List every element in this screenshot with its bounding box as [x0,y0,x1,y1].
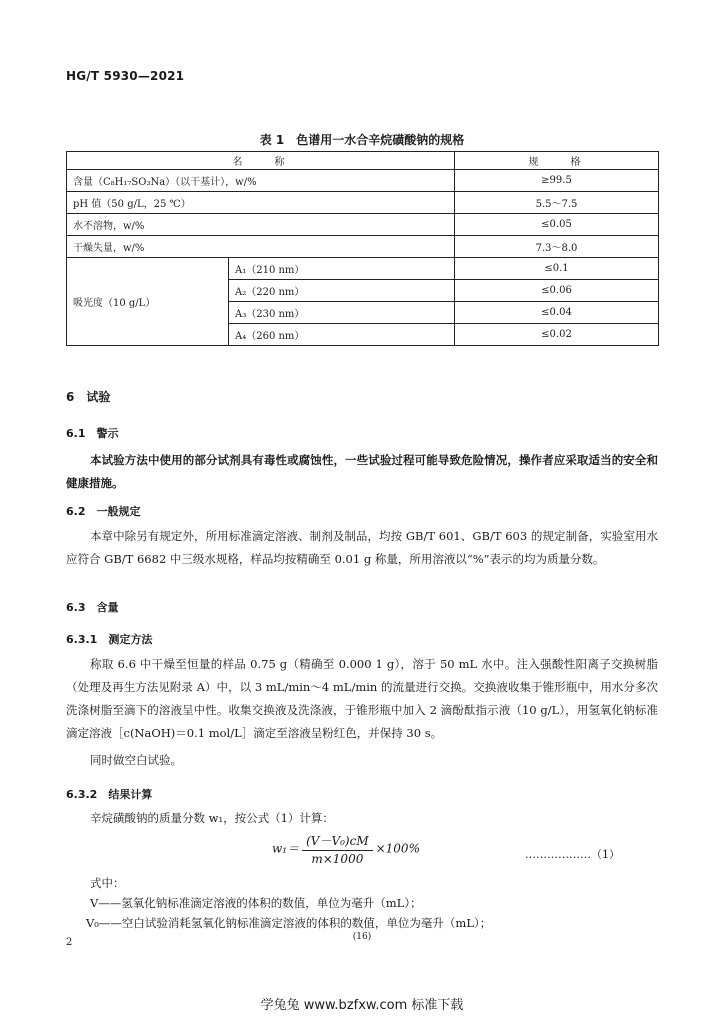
table-row [67,214,659,236]
section-6-3-heading: 6.3 含量 [66,601,119,614]
absorbance-spec: ≤0.1 [455,258,659,280]
formula-1 [272,832,420,866]
row-spec: 5.5～7.5 [455,192,659,214]
method-text: 称取 6.6 中干燥至恒量的样品 0.75 g（精确至 0.000 1 g），溶于 50 mL 水中。注入强酸性阳离子交换树脂（处理及再生方法见附录 A）中，以 3 mL/min～4 mL/min 的流量进行交换。交换液收集于锥形瓶中，用水分多次洗涤树脂至滴下的溶液呈中性。收集交换液及洗涤液，于锥形瓶中加入 2 滴酚酞指示液（10 g/L），用氢氧化钠标准滴定溶液［c(NaOH)＝0.1 mol/L］滴定至溶液呈粉红色，并保持 30 s。 [66,657,658,740]
table-title: 表 1 色谱用一水合辛烷磺酸钠的规格 [259,133,465,147]
row-name: 干燥失量，w/% [67,236,455,258]
absorbance-label: 吸光度（10 g/L） [67,258,229,346]
row-spec: ≤0.05 [455,214,659,236]
page-number: 2 [66,937,73,948]
site-footer: 学兔兔 www.bzfxw.com 标准下载 [260,998,464,1013]
absorbance-wavelength: A₄（260 nm） [229,324,455,346]
warning-text: 本试验方法中使用的部分试剂具有毒性或腐蚀性，一些试验过程可能导致危险情况，操作者应采取适当的安全和健康措施。 [66,453,658,490]
section-6-1-heading: 6.1 警示 [66,427,119,440]
column-header-spec: 规 格 [455,152,659,170]
absorbance-spec: ≤0.02 [455,324,659,346]
absorbance-wavelength: A₁（210 nm） [229,258,455,280]
absorbance-spec: ≤0.04 [455,302,659,324]
absorbance-wavelength: A₂（220 nm） [229,280,455,302]
formula-numerator: (V－V₀)cM [302,832,373,851]
standard-code: HG/T 5930—2021 [66,69,185,83]
spec-table [66,151,659,346]
row-name: 含量（C₈H₁₇SO₃Na）（以干基计），w/% [67,170,455,192]
table-row [67,192,659,214]
table-row [67,258,659,280]
table-row [67,236,659,258]
variable-v0: V₀——空白试验消耗氢氧化钠标准滴定溶液的体积的数值，单位为毫升（mL）； [86,916,492,930]
formula-lhs: w₁＝ [272,841,300,856]
variable-v: V——氢氧化钠标准滴定溶液的体积的数值，单位为毫升（mL）； [90,896,422,910]
row-spec: ≥99.5 [455,170,659,192]
section-6-3-2-heading: 6.3.2 结果计算 [66,788,153,801]
calculation-intro: 辛烷磺酸钠的质量分数 w₁，按公式（1）计算： [90,811,334,825]
section-6-3-1-heading: 6.3.1 测定方法 [66,633,153,646]
row-name: 水不溶物，w/% [67,214,455,236]
section-6-heading: 6 试验 [66,390,111,404]
column-header-name: 名 称 [67,152,455,170]
page-mark: (16) [352,932,372,942]
formula-denominator: m×1000 [311,852,364,866]
absorbance-spec: ≤0.06 [455,280,659,302]
formula-fraction [302,832,373,866]
general-rules-text: 本章中除另有规定外，所用标准滴定溶液、制剂及制品，均按 GB/T 601、GB/T 603 的规定制备，实验室用水应符合 GB/T 6682 中三级水规格，样品均按精确至 0.01 g 称量，所用溶液以“%”表示的均为质量分数。 [66,529,658,566]
row-spec: 7.3～8.0 [455,236,659,258]
formula-tail: ×100% [375,841,420,856]
row-name: pH 值（50 g/L，25 ℃） [67,192,455,214]
table-header-row [67,152,659,170]
absorbance-wavelength: A₃（230 nm） [229,302,455,324]
blank-test-text: 同时做空白试验。 [90,753,182,767]
section-6-2-heading: 6.2 一般规定 [66,505,141,518]
formula-number: ………………（1） [525,848,620,861]
table-row [67,170,659,192]
where-label: 式中： [90,876,125,890]
